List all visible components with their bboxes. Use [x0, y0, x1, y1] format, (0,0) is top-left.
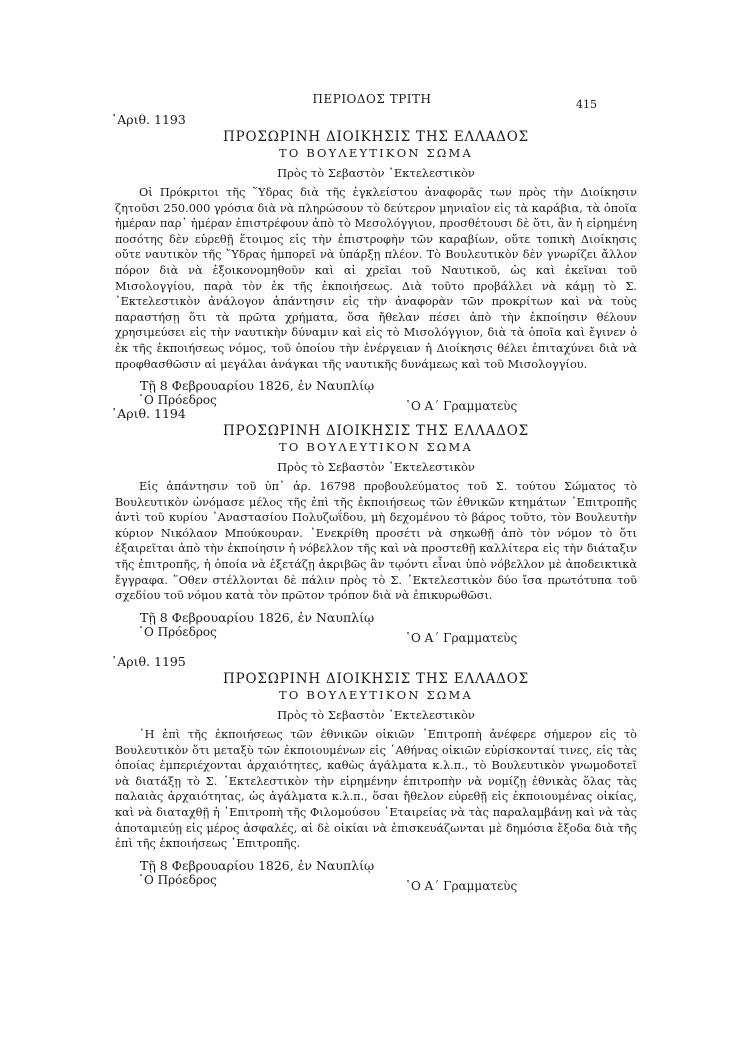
document-date: Τῇ 8 Φεβρουαρίου 1826, ἐν Ναυπλίῳ: [140, 609, 375, 625]
document-date: Τῇ 8 Φεβρουαρίου 1826, ἐν Ναυπλίῳ: [140, 857, 375, 873]
document-date: Τῇ 8 Φεβρουαρίου 1826, ἐν Ναυπλίῳ: [140, 378, 375, 394]
document-subheading: ΤΟ ΒΟΥΛΕΥΤΙΚΟΝ ΣΩΜΑ: [278, 440, 473, 454]
document-number: ᾿Αριθ. 1195: [111, 654, 186, 669]
document-number: ᾿Αριθ. 1194: [111, 406, 186, 421]
signature-row: [115, 873, 637, 891]
running-head: ΠΕΡΙΟΔΟΣ ΤΡΙΤΗ: [312, 92, 432, 106]
document-1194: [111, 406, 637, 645]
secretary-signature: ῾Ο Α΄ Γραμματεὺς: [405, 630, 518, 645]
page-number: 415: [576, 98, 597, 111]
document-addressee: Πρὸς τὸ Σεβαστὸν ᾿Εκτελεστικὸν: [277, 460, 475, 474]
document-heading: ΠΡΟΣΩΡΙΝΗ ΔΙΟΙΚΗΣΙΣ ΤΗΣ ΕΛΛΑΔΟΣ: [223, 671, 529, 687]
president-signature: ῾Ο Πρόεδρος: [138, 872, 217, 887]
document-body: ῾Η ἐπὶ τῆς ἐκποιήσεως τῶν ἐθνικῶν οἰκιῶν ᾿Επιτροπὴ ἀνέφερε σήμερον εἰς τὸ Βουλευτικὸν ὅτι μεταξὺ τῶν ἐκποιουμένων εἰς ᾿Αθήνας οἰκιῶν εὑρίσκονταί τινες, εἰς τὰς ὁποίας ἐμπεριέχονται ἀρχαιότητες, καθὼς ἀγάλματα κ.λ.π., τὸ Βουλευτικὸν γνωμοδοτεῖ νὰ διατάξῃ τὸ Σ. ᾿Εκτελεστικὸν τὴν εἰρημένην ἐπιτροπὴν νὰ νομίζῃ ἐθνικὰς ὅλας τὰς παλαιὰς ἀρχαιότητας, ὡς ἀγάλματα κ.λ.π., ὅσαι ἤθελον εὑρεθῇ εἰς ἐκποιουμένας οἰκίας, καὶ νὰ διαταχθῇ ἡ ᾿Επιτροπὴ τῆς Φιλομούσου ᾿Εταιρείας νὰ τὰς παραλαμβάνῃ καὶ νὰ τὰς ἀποταμιεύῃ εἰς μέρος ἀσφαλές, αἱ δὲ οἰκίαι νὰ ἐπισκευάζωνται μὲ δημόσια ἔξοδα διὰ τῆς ἐπὶ τῆς ἐκποιήσεως ᾿Επιτροπῆς.: [115, 728, 637, 851]
document-heading: ΠΡΟΣΩΡΙΝΗ ΔΙΟΙΚΗΣΙΣ ΤΗΣ ΕΛΛΑΔΟΣ: [223, 423, 529, 439]
document-body: Οἱ Πρόκριτοι τῆς ῞Υδρας διὰ τῆς ἐγκλείστου ἀναφορᾶς των πρὸς τὴν Διοίκησιν ζητοῦσι 250.000 γρόσια διὰ νὰ πληρώσουν τὸ δεύτερον μηνιαῖον εἰς τὰ καράβια, τὰ ὁποῖα ἡμέραν παρ᾿ ἡμέραν ἐπιστρέφουν ἀπὸ τὸ Μεσολόγγιον, προσθέτουσι δὲ ὅτι, ἂν ἡ εἰρημένη ποσότης δὲν εὑρεθῇ ἕτοιμος εἰς τὴν ἐπιστροφὴν τῶν καραβίων, οὔτε τοπικὴ Διοίκησις οὔτε ναυτικὸν τῆς ῞Υδρας ἠμπορεῖ νὰ ὑπάρξῃ πλέον. Τὸ Βουλευτικὸν δὲν γνωρίζει ἄλλον πόρον διὰ νὰ ἐξοικονομηθοῦν καὶ αἱ χρεῖαι τοῦ Ναυτικοῦ, ὡς καὶ ἐκεῖναι τοῦ Μισολογγίου, παρὰ τὸν ἐκ τῆς ἐκποιήσεως. Διὰ τοῦτο προβάλλει νὰ κάμῃ τὸ Σ. ᾿Εκτελεστικὸν ἀνάλογον ἀπάντησιν εἰς τὴν ἀναφορὰν τῶν προκρίτων καὶ νὰ τοὺς παραστήσῃ ὅτι τὰ πρῶτα χρήματα, ὅσα ἤθελαν πέσει ἀπὸ τὴν ἐκποίησιν θέλουν χρησιμεύσει εἰς τὴν ναυτικὴν δύναμιν καὶ εἰς τὸ Μισολόγγιον, διὰ τὰ ὁποῖα καὶ ἔγινεν ὁ ἐκ τῆς ἐκποιήσεως νόμος, τοῦ ὁποίου τὴν ἐνέργειαν ἡ Διοίκησις θέλει ἐπιταχύνει διὰ νὰ προφθασθῶσιν αἱ μεγάλαι ἀνάγκαι τῆς ναυτικῆς δυνάμεως καὶ τοῦ Μισολογγίου.: [115, 186, 637, 371]
president-signature: ῾Ο Πρόεδρος: [138, 393, 217, 408]
signature-row: [115, 625, 637, 643]
president-signature: ῾Ο Πρόεδρος: [138, 624, 217, 639]
secretary-signature: ῾Ο Α΄ Γραμματεὺς: [405, 399, 518, 414]
document-heading: ΠΡΟΣΩΡΙΝΗ ΔΙΟΙΚΗΣΙΣ ΤΗΣ ΕΛΛΑΔΟΣ: [223, 129, 529, 145]
secretary-signature: ῾Ο Α΄ Γραμματεὺς: [405, 878, 518, 893]
document-1195: [111, 654, 637, 893]
document-addressee: Πρὸς τὸ Σεβαστὸν ᾿Εκτελεστικὸν: [277, 166, 475, 180]
document-subheading: ΤΟ ΒΟΥΛΕΥΤΙΚΟΝ ΣΩΜΑ: [278, 688, 473, 702]
document-subheading: ΤΟ ΒΟΥΛΕΥΤΙΚΟΝ ΣΩΜΑ: [278, 146, 473, 160]
document-addressee: Πρὸς τὸ Σεβαστὸν ᾿Εκτελεστικὸν: [277, 708, 475, 722]
document-body: Εἰς ἀπάντησιν τοῦ ὑπ᾿ ἀρ. 16798 προβουλεύματος τοῦ Σ. τούτου Σώματος τὸ Βουλευτικὸν ὠνόμασε μέλος τῆς ἐπὶ τῆς ἐκποιήσεως τῶν ἐθνικῶν κτημάτων ᾿Επιτροπῆς ἀντὶ τοῦ κυρίου ᾿Αναστασίου Πολυζωΐδου, μὴ δεχομένου τὸ βάρος τοῦτο, τὸν Βουλευτὴν κύριον Νικόλαον Μπούκουραν. ᾿Ενεκρίθη προσέτι νὰ σηκωθῇ ἀπὸ τὸν νόμον τὸ ὅτι ἐξαιρεῖται ἀπὸ τὴν ἐκποίησιν ἡ νόβελλον τῆς καὶ νὰ προστεθῇ καλλίτερα εἰς τὴν διάταξιν τῆς ἐπιτροπῆς, ἡ ὁποία νὰ ἐξετάζῃ ἀκριβῶς ἂν τῳόντι εἶναι ὑπὸ νόβελλον μὲ ἀποδεικτικὰ ἔγγραφα. ῞Οθεν στέλλονται δὲ πάλιν πρὸς τὸ Σ. ᾿Εκτελεστικὸν δύο ἴσα πρωτότυπα τοῦ σχεδίου τοῦ νόμου κατὰ τὸν πρῶτον τρόπον διὰ νὰ ἐπικυρωθῶσι.: [115, 480, 637, 603]
document-number: ᾿Αριθ. 1193: [111, 112, 186, 127]
